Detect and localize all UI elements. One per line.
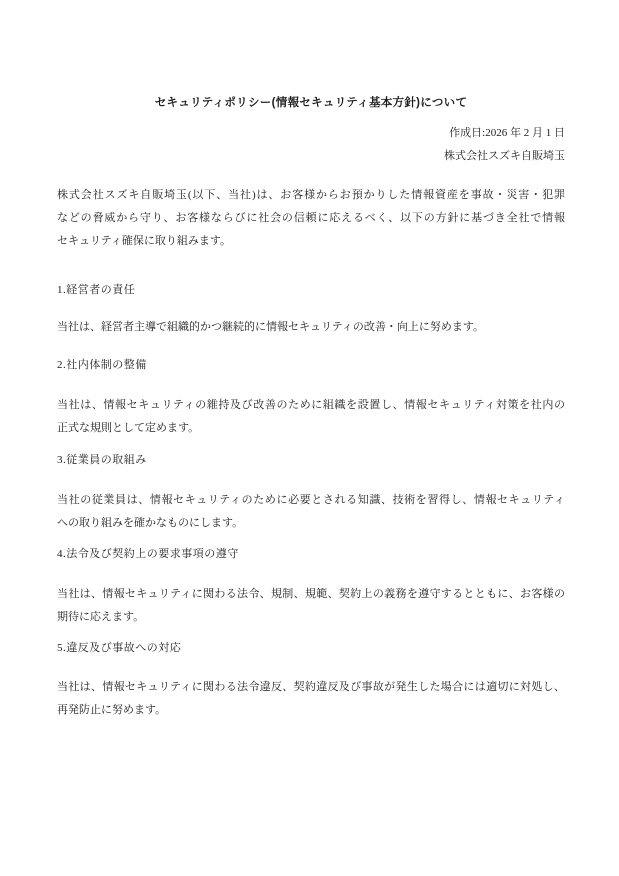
created-date: 作成日:2026 年 2 月 1 日	[449, 127, 565, 139]
section-4-heading: 4.法令及び契約上の要求事項の遵守	[57, 548, 239, 560]
paragraph-line: 当社は、経営者主導で組織的かつ継続的に情報セキュリティの改善・向上に努めます。	[57, 321, 485, 333]
section-1-heading: 1.経営者の責任	[57, 284, 136, 296]
section-2-body	[57, 394, 565, 440]
section-1-body	[57, 316, 565, 339]
paragraph-line: 株式会社スズキ自販埼玉(以下、当社)は、お客様からお預かりした情報資産を事故・災害・犯罪	[57, 189, 565, 201]
paragraph-line: 当社の従業員は、情報セキュリティのために必要とされる知識、技術を習得し、情報セキュリティ	[57, 494, 565, 506]
section-3-heading: 3.従業員の取組み	[57, 454, 147, 466]
document-title: セキュリティポリシー(情報セキュリティ基本方針)について	[154, 97, 468, 109]
section-5-body	[57, 676, 565, 722]
document-meta	[57, 122, 565, 168]
paragraph-line: 当社は、情報セキュリティに関わる法令違反、契約違反及び事故が発生した場合には適切に対処し、	[57, 681, 565, 693]
section-2-heading: 2.社内体制の整備	[57, 359, 147, 371]
section-5-heading: 5.違反及び事故への対応	[57, 642, 182, 654]
section-3-body	[57, 489, 565, 535]
paragraph-line: 当社は、情報セキュリティに関わる法令、規制、規範、契約上の義務を遵守するとともに、お客様の	[57, 588, 565, 600]
paragraph-line: 期待に応えます。	[57, 611, 145, 623]
paragraph-line: 再発防止に努めます。	[57, 704, 167, 716]
section-4-body	[57, 583, 565, 629]
paragraph-line: などの脅威から守り、お客様ならびに社会の信頼に応えるべく、以下の方針に基づき全社で情報	[57, 212, 565, 224]
paragraph-line: 当社は、情報セキュリティの維持及び改善のために組織を設置し、情報セキュリティ対策を社内の	[57, 399, 565, 411]
paragraph-line: 正式な規則として定めます。	[57, 422, 200, 434]
paragraph-line: への取り組みを確かなものにします。	[57, 517, 244, 529]
paragraph-line: セキュリティ確保に取り組みます。	[57, 235, 232, 247]
intro-paragraph	[57, 184, 565, 253]
company-name: 株式会社スズキ自販埼玉	[444, 150, 565, 162]
